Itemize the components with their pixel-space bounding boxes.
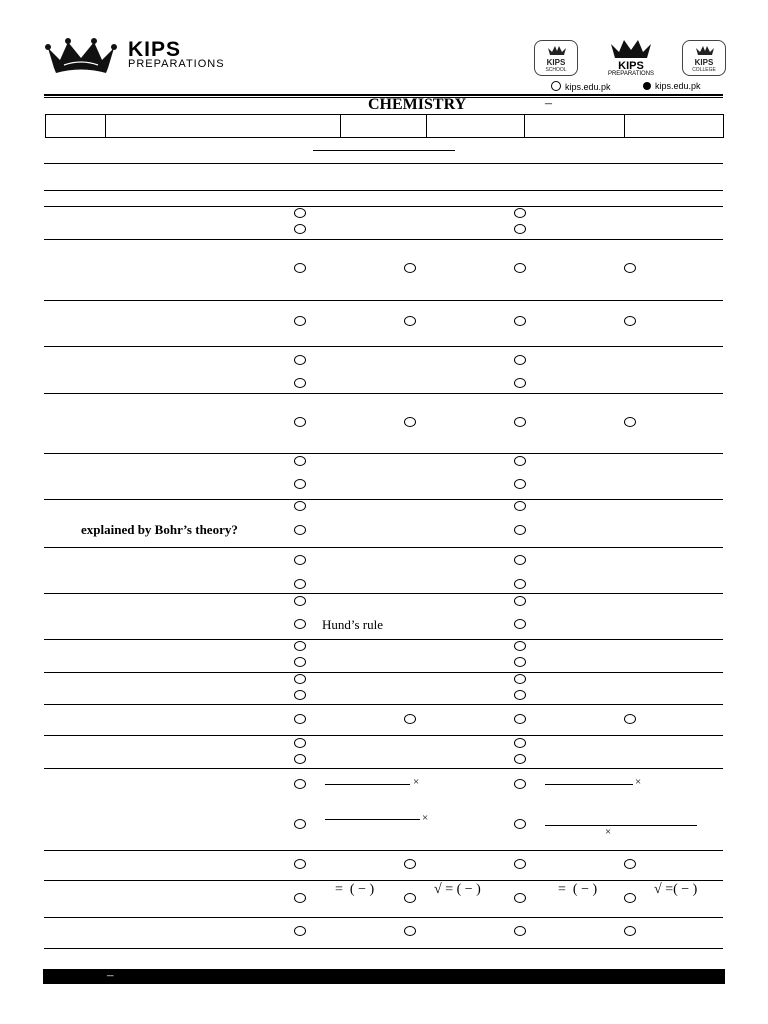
instruction-rule-top (44, 163, 723, 164)
question-text: explained by Bohr’s theory? (81, 522, 238, 537)
answer-bubble-icon[interactable] (514, 641, 526, 651)
answer-bubble-icon[interactable] (294, 479, 306, 489)
kips-college-badge (682, 40, 726, 76)
answer-bubble-icon[interactable] (294, 714, 306, 724)
answer-bubble-icon[interactable] (294, 316, 306, 326)
info-cell[interactable] (106, 115, 341, 138)
answer-bubble-icon[interactable] (624, 714, 636, 724)
answer-bubble-icon[interactable] (294, 525, 306, 535)
fraction-bar (325, 784, 410, 785)
question-rule (44, 300, 723, 301)
crown-icon (547, 45, 567, 55)
times-sign: × (422, 812, 429, 824)
sqrt-sign: √ (654, 882, 662, 897)
answer-bubble-icon[interactable] (514, 378, 526, 388)
facebook-link[interactable] (643, 81, 701, 91)
answer-bubble-icon[interactable] (624, 316, 636, 326)
paren-expression: ( − ) (572, 882, 598, 897)
answer-bubble-icon[interactable] (514, 355, 526, 365)
answer-bubble-icon[interactable] (404, 417, 416, 427)
info-cell[interactable] (625, 115, 724, 138)
equals-sign: = (335, 882, 343, 897)
times-sign: × (635, 776, 642, 788)
brand-name: KIPS (128, 38, 182, 61)
answer-bubble-icon[interactable] (294, 555, 306, 565)
title-dash: – (545, 96, 552, 111)
footer-bar (43, 969, 725, 984)
answer-bubble-icon[interactable] (514, 859, 526, 869)
answer-bubble-icon[interactable] (514, 619, 526, 629)
answer-bubble-icon[interactable] (514, 893, 526, 903)
question-rule (44, 499, 723, 500)
answer-bubble-icon[interactable] (294, 417, 306, 427)
crown-icon (609, 38, 653, 60)
answer-bubble-icon[interactable] (514, 479, 526, 489)
answer-bubble-icon[interactable] (624, 859, 636, 869)
paren-expression: ( − ) (456, 882, 481, 897)
answer-bubble-icon[interactable] (624, 926, 636, 936)
badge-sub: SCHOOL (545, 67, 567, 73)
question-rule (44, 639, 723, 640)
question-rule (44, 547, 723, 548)
badge-name: KIPS (546, 58, 566, 67)
answer-bubble-icon[interactable] (404, 316, 416, 326)
answer-bubble-icon[interactable] (294, 224, 306, 234)
kips-logo (44, 38, 244, 78)
question-rule (44, 768, 723, 769)
fraction-bar (545, 825, 697, 826)
question-rule (44, 393, 723, 394)
answer-bubble-icon[interactable] (294, 596, 306, 606)
answer-bubble-icon[interactable] (514, 738, 526, 748)
answer-bubble-icon[interactable] (294, 355, 306, 365)
answer-bubble-icon[interactable] (294, 819, 306, 829)
badge-name: KIPS (694, 58, 714, 67)
option-expression (558, 882, 597, 898)
info-cell[interactable] (341, 115, 427, 138)
answer-bubble-icon[interactable] (294, 579, 306, 589)
answer-bubble-icon[interactable] (514, 555, 526, 565)
globe-icon (551, 81, 561, 91)
answer-bubble-icon[interactable] (404, 859, 416, 869)
answer-bubble-icon[interactable] (514, 456, 526, 466)
kips-school-badge (534, 40, 578, 76)
website-link-text: kips.edu.pk (565, 82, 611, 92)
crown-icon (44, 38, 118, 74)
answer-bubble-icon[interactable] (294, 674, 306, 684)
answer-bubble-icon[interactable] (514, 926, 526, 936)
option-expression (434, 882, 481, 898)
kips-preparations-badge (598, 38, 664, 80)
fraction-bar (545, 784, 633, 785)
answer-bubble-icon[interactable] (514, 224, 526, 234)
info-cell[interactable] (427, 115, 525, 138)
website-link[interactable] (551, 81, 611, 92)
answer-bubble-icon[interactable] (514, 263, 526, 273)
page-title: CHEMISTRY (368, 96, 467, 113)
answer-bubble-icon[interactable] (514, 316, 526, 326)
answer-bubble-icon[interactable] (294, 738, 306, 748)
answer-bubble-icon[interactable] (514, 779, 526, 789)
facebook-icon (643, 82, 651, 90)
facebook-link-text: kips.edu.pk (655, 81, 701, 91)
question-rule (44, 917, 723, 918)
info-cell[interactable] (525, 115, 625, 138)
question-rule (44, 206, 723, 207)
answer-bubble-icon[interactable] (514, 501, 526, 511)
paren-expression: =( − ) (665, 882, 698, 897)
answer-bubble-icon[interactable] (404, 714, 416, 724)
crown-icon (695, 45, 715, 55)
answer-bubble-icon[interactable] (294, 926, 306, 936)
answer-bubble-icon[interactable] (624, 263, 636, 273)
answer-bubble-icon[interactable] (514, 525, 526, 535)
answer-bubble-icon[interactable] (514, 208, 526, 218)
answer-bubble-icon[interactable] (294, 779, 306, 789)
answer-bubble-icon[interactable] (514, 754, 526, 764)
question-rule (44, 239, 723, 240)
option-expression (654, 882, 697, 898)
question-rule (44, 850, 723, 851)
answer-bubble-icon[interactable] (404, 893, 416, 903)
answer-bubble-icon[interactable] (514, 714, 526, 724)
paren-expression: ( − ) (349, 882, 375, 897)
badge-sub: PREPARATIONS (607, 71, 655, 77)
instruction-rule-bottom (44, 190, 723, 191)
answer-bubble-icon[interactable] (294, 501, 306, 511)
brand-subtitle: PREPARATIONS (128, 58, 225, 70)
question-rule (44, 346, 723, 347)
answer-bubble-icon[interactable] (404, 263, 416, 273)
answer-bubble-icon[interactable] (294, 619, 306, 629)
times-sign: × (413, 776, 420, 788)
answer-bubble-icon[interactable] (294, 456, 306, 466)
answer-bubble-icon[interactable] (294, 859, 306, 869)
question-rule (44, 672, 723, 673)
answer-bubble-icon[interactable] (514, 819, 526, 829)
times-sign: × (605, 826, 612, 838)
badge-name: KIPS (618, 60, 644, 72)
question-rule (44, 593, 723, 594)
answer-bubble-icon[interactable] (514, 674, 526, 684)
candidate-info-table (45, 114, 724, 138)
answer-bubble-icon[interactable] (294, 893, 306, 903)
question-rule (44, 453, 723, 454)
footer-dash: – (107, 967, 114, 982)
answer-bubble-icon[interactable] (294, 263, 306, 273)
answer-bubble-icon[interactable] (294, 657, 306, 667)
equals-sign: = (445, 882, 454, 897)
question-rule (44, 880, 723, 881)
answer-bubble-icon[interactable] (294, 754, 306, 764)
question-rule (44, 948, 723, 949)
answer-bubble-icon[interactable] (514, 579, 526, 589)
answer-bubble-icon[interactable] (624, 417, 636, 427)
info-cell[interactable] (46, 115, 106, 138)
answer-bubble-icon[interactable] (294, 378, 306, 388)
answer-bubble-icon[interactable] (294, 641, 306, 651)
sqrt-sign: √ (434, 882, 442, 897)
answer-bubble-icon[interactable] (514, 690, 526, 700)
option-text: Hund’s rule (322, 617, 384, 632)
section-heading-underline (313, 150, 455, 151)
question-rule (44, 704, 723, 705)
answer-bubble-icon[interactable] (514, 417, 526, 427)
badge-sub: COLLEGE (692, 67, 716, 73)
question-rule (44, 735, 723, 736)
answer-bubble-icon[interactable] (404, 926, 416, 936)
answer-bubble-icon[interactable] (294, 690, 306, 700)
option-expression (335, 882, 374, 898)
fraction-bar (325, 819, 420, 820)
answer-bubble-icon[interactable] (514, 657, 526, 667)
equals-sign: = (558, 882, 566, 897)
answer-bubble-icon[interactable] (624, 893, 636, 903)
answer-bubble-icon[interactable] (514, 596, 526, 606)
answer-bubble-icon[interactable] (294, 208, 306, 218)
